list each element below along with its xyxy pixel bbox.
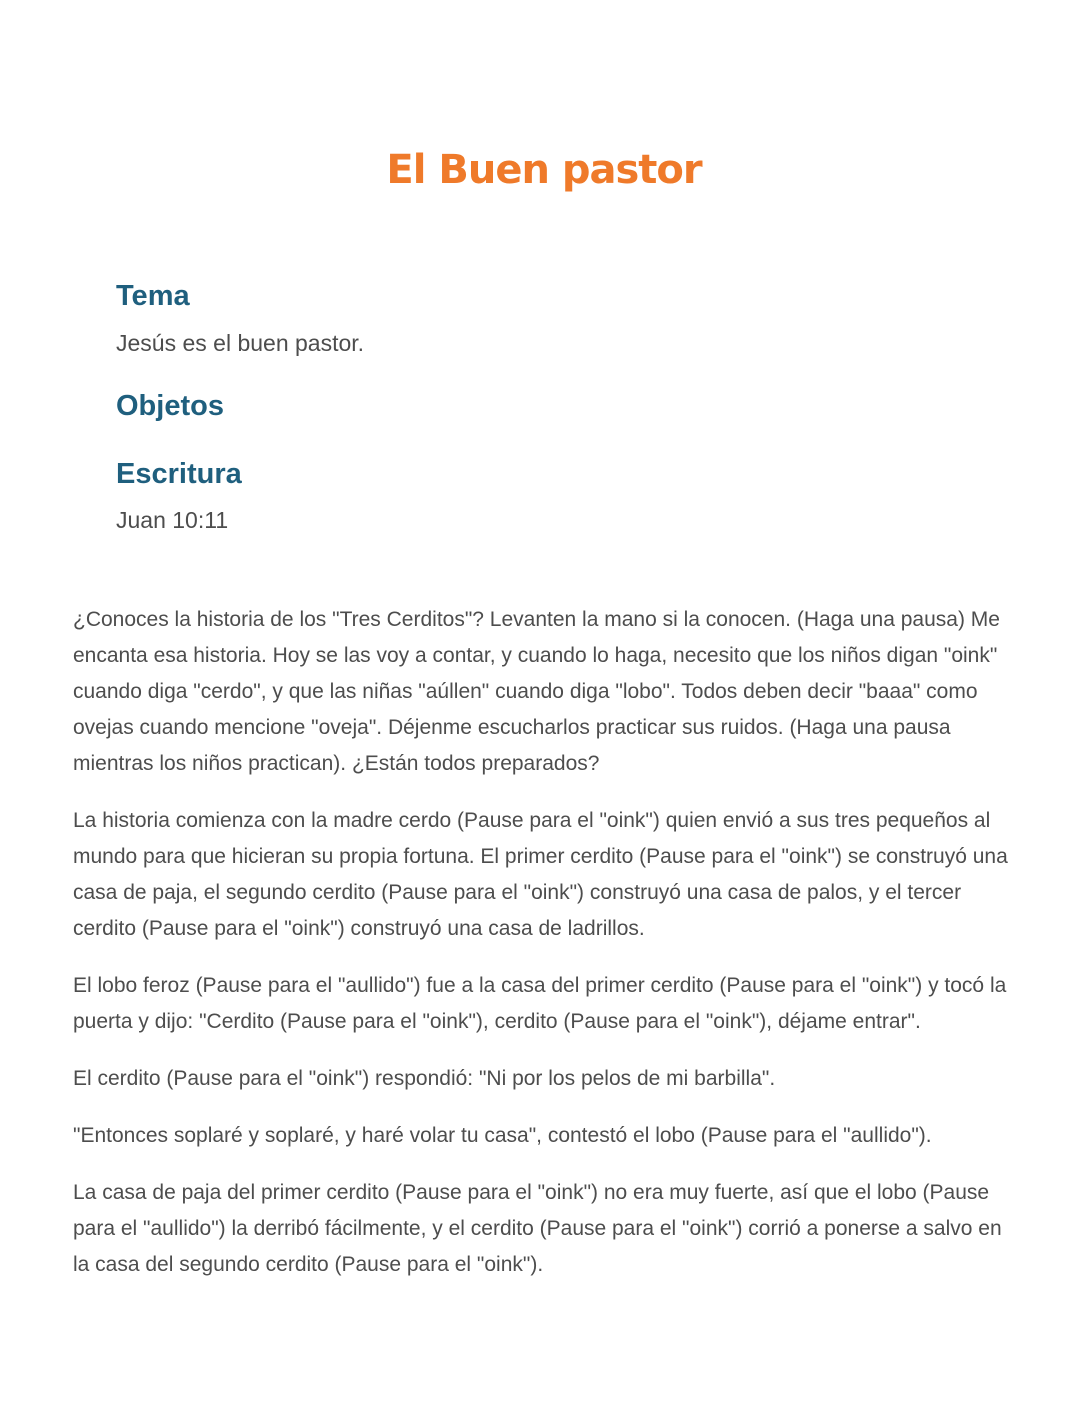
story-paragraph: ¿Conoces la historia de los "Tres Cerditos"? Levanten la mano si la conocen. (Haga una pausa) Me encanta esa historia. Hoy se las voy a contar, y cuando lo haga, necesito que los niños digan "oink" cuando diga "cerdo", y que las niñas "aúllen" cuando diga "lobo". Todos deben decir "baaa" como ovejas cuando mencione "oveja". Déjenme escucharlos practicar sus ruidos. (Haga una pausa mientras los niños practican). ¿Están todos preparados?	[73, 608, 1000, 775]
story-paragraph: El cerdito (Pause para el "oink") respondió: "Ni por los pelos de mi barbilla".	[73, 1067, 776, 1090]
story-paragraph: La casa de paja del primer cerdito (Pause para el "oink") no era muy fuerte, así que el lobo (Pause para el "aullido") la derribó fácilmente, y el cerdito (Pause para el "oink") corrió a ponerse a salvo en la casa del segundo cerdito (Pause para el "oink").	[73, 1181, 1002, 1276]
section-heading-escritura: Escritura	[116, 458, 242, 490]
section-value-escritura: Juan 10:11	[116, 507, 229, 533]
story-paragraph: La historia comienza con la madre cerdo (Pause para el "oink") quien envió a sus tres pequeños al mundo para que hicieran su propia fortuna. El primer cerdito (Pause para el "oink") se construyó una casa de paja, el segundo cerdito (Pause para el "oink") construyó una casa de palos, y el tercer cerdito (Pause para el "oink") construyó una casa de ladrillos.	[73, 809, 1008, 940]
story-body	[73, 602, 1023, 1304]
page-title: El Buen pastor	[386, 147, 702, 193]
section-heading-objetos: Objetos	[116, 390, 224, 422]
section-value-tema: Jesús es el buen pastor.	[116, 330, 365, 356]
story-paragraph: El lobo feroz (Pause para el "aullido") fue a la casa del primer cerdito (Pause para el "oink") y tocó la puerta y dijo: "Cerdito (Pause para el "oink"), cerdito (Pause para el "oink"), déjame entrar".	[73, 974, 1007, 1033]
section-heading-tema: Tema	[116, 280, 190, 312]
story-paragraph: "Entonces soplaré y soplaré, y haré volar tu casa", contestó el lobo (Pause para el "aullido").	[73, 1124, 932, 1147]
